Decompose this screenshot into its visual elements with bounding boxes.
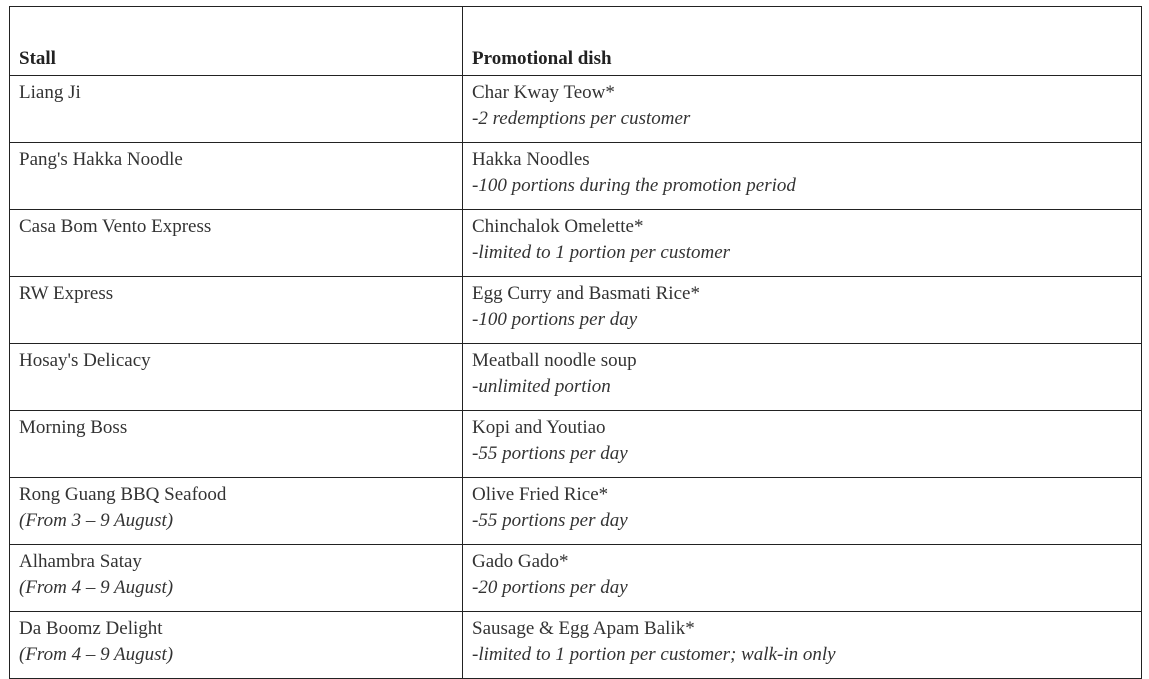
stall-name: RW Express [19,283,114,304]
dish-name: Olive Fried Rice* [472,484,609,505]
stall-cell [10,210,463,277]
stall-cell [10,545,463,612]
dish-note: -55 portions per day [472,510,628,531]
stall-name: Liang Ji [19,82,81,103]
table-row [10,76,1142,143]
dish-cell [463,143,1142,210]
dish-cell [463,210,1142,277]
dish-name: Egg Curry and Basmati Rice* [472,283,700,304]
stall-cell [10,478,463,545]
dish-name: Hakka Noodles [472,149,590,170]
dish-note: -20 portions per day [472,577,628,598]
dish-note: -100 portions during the promotion period [472,175,796,196]
table-row [10,411,1142,478]
table-row [10,344,1142,411]
stall-name: Hosay's Delicacy [19,350,151,371]
table-row [10,277,1142,344]
stall-cell [10,277,463,344]
stall-note: (From 3 – 9 August) [19,510,174,531]
table-header-row [10,7,1142,76]
stall-cell [10,612,463,679]
dish-note: -55 portions per day [472,443,628,464]
table-row [10,545,1142,612]
stall-name: Da Boomz Delight [19,618,163,639]
stall-name: Rong Guang BBQ Seafood [19,484,227,505]
dish-note: -2 redemptions per customer [472,108,691,129]
stall-name: Pang's Hakka Noodle [19,149,183,170]
header-stall: Stall [10,7,463,76]
dish-note: -limited to 1 portion per customer; walk-in only [472,644,836,665]
dish-name: Gado Gado* [472,551,569,572]
stall-cell [10,344,463,411]
stall-cell [10,143,463,210]
table-row [10,612,1142,679]
stall-name: Alhambra Satay [19,551,142,572]
stall-note: (From 4 – 9 August) [19,644,174,665]
table-row [10,210,1142,277]
dish-name: Chinchalok Omelette* [472,216,644,237]
table-row [10,478,1142,545]
dish-cell [463,76,1142,143]
dish-name: Meatball noodle soup [472,350,637,371]
dish-cell [463,612,1142,679]
stall-name: Casa Bom Vento Express [19,216,212,237]
dish-cell [463,277,1142,344]
dish-cell [463,411,1142,478]
dish-note: -limited to 1 portion per customer [472,242,731,263]
dish-note: -unlimited portion [472,376,611,397]
dish-cell [463,478,1142,545]
dish-note: -100 portions per day [472,309,638,330]
stall-name: Morning Boss [19,417,128,438]
table-row [10,143,1142,210]
promotion-table [9,6,1142,679]
stall-note: (From 4 – 9 August) [19,577,174,598]
stall-cell [10,411,463,478]
dish-cell [463,344,1142,411]
dish-cell [463,545,1142,612]
stall-cell [10,76,463,143]
dish-name: Char Kway Teow* [472,82,615,103]
dish-name: Sausage & Egg Apam Balik* [472,618,695,639]
dish-name: Kopi and Youtiao [472,417,606,438]
header-promotional-dish: Promotional dish [463,7,1142,76]
